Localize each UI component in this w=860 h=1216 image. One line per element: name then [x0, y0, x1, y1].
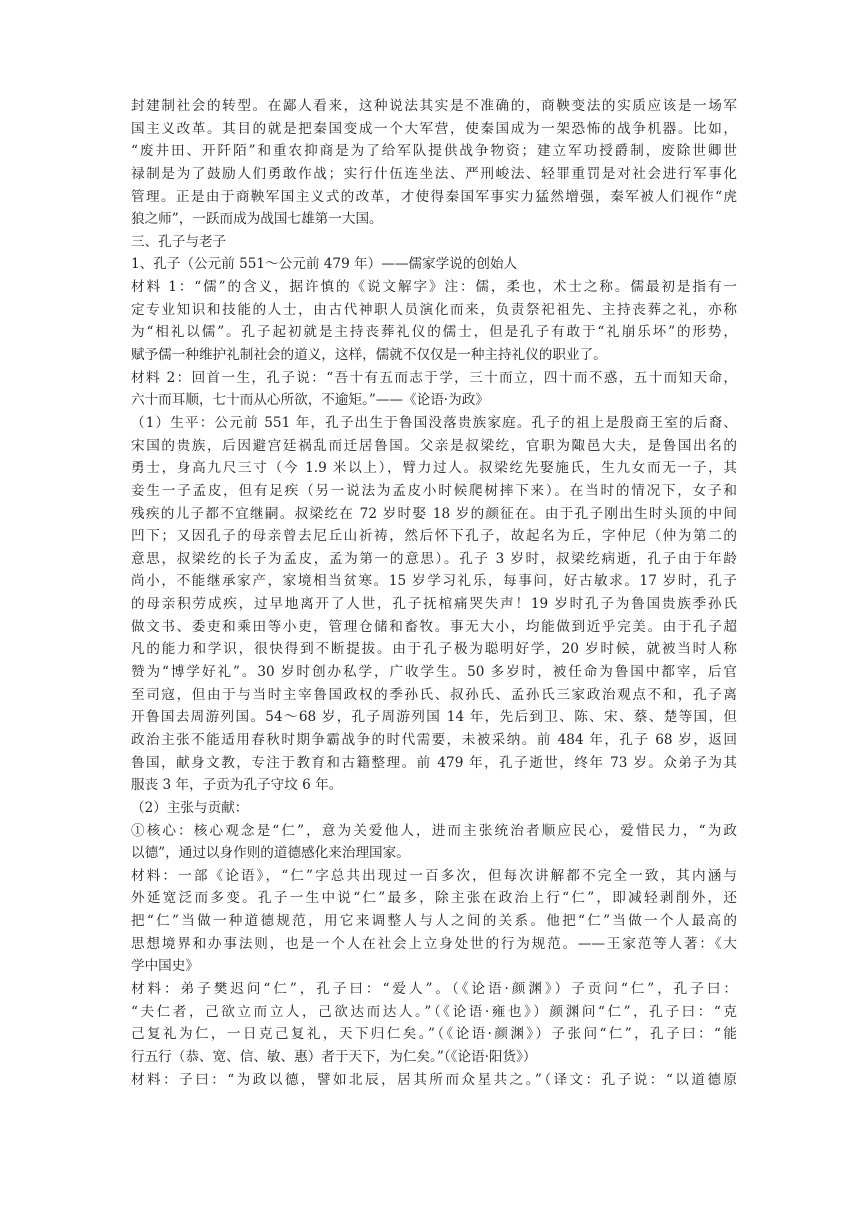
- text-line: 开鲁国去周游列国。54～68 岁，孔子周游列国 14 年，先后到卫、陈、宋、蔡、楚等国，但: [131, 709, 737, 726]
- text-line: 己复礼为仁，一日克己复礼，天下归仁矣。”（《论语·颜渊》）子张问“仁”，孔子曰：“能: [131, 1026, 737, 1043]
- text-line: 封建制社会的转型。在鄙人看来，这种说法其实是不准确的，商鞅变法的实质应该是一场军: [131, 98, 737, 114]
- text-line: 1、孔子（公元前 551～公元前 479 年）——儒家学说的创始人: [131, 256, 518, 273]
- text-line: 勇士，身高九尺三寸（今 1.9 米以上），臂力过人。叔梁纥先娶施氏，生九女而无一子，其: [131, 460, 737, 477]
- text-line: 六十而耳顺，七十而从心所欲，不逾矩。”——《论语·为政》: [131, 392, 489, 409]
- text-line: 狼之师”，一跃而成为战国七雄第一大国。: [131, 211, 383, 228]
- text-line: 凡的能力和学识，很快得到不断提拔。由于孔子极为聪明好学，20 岁时候，就被当时人称: [131, 641, 737, 658]
- text-line: 管理。正是由于商鞅军国主义式的改革，才使得秦国军事实力猛然增强，秦军被人们视作“虎: [131, 188, 737, 205]
- text-line: 的母亲积劳成疾，过早地离开了人世，孔子抚棺痛哭失声！19 岁时孔子为鲁国贵族季孙氏: [131, 596, 737, 613]
- text-line: 行五行（恭、宽、信、敏、惠）者于天下，为仁矣。”（《论语·阳货》）: [131, 1048, 537, 1065]
- text-line: 材料 1：“儒”的含义，据许慎的《说文解字》注：儒，柔也，术士之称。儒最初是指有一: [131, 279, 737, 296]
- text-line: 材料 2：回首一生，孔子说：“吾十有五而志于学，三十而立，四十而不惑，五十而知天命，: [131, 369, 737, 386]
- text-line: 材料：子曰：“为政以德，譬如北辰，居其所而众星共之。”（译文：孔子说：“以道德原: [131, 1071, 737, 1088]
- text-line: 材料：一部《论语》，“仁”字总共出现过一百多次，但每次讲解都不完全一致，其内涵与: [131, 867, 737, 884]
- text-line: 宋国的贵族，后因避宫廷祸乱而迁居鲁国。父亲是叔梁纥，官职为陬邑大夫，是鲁国出名的: [131, 437, 737, 454]
- document-page: [131, 95, 737, 1091]
- text-line: 鲁国，献身文教，专注于教育和古籍整理。前 479 年，孔子逝世，终年 73 岁。众弟子为其: [131, 754, 737, 771]
- text-line: 国主义改革。其目的就是把秦国变成一个大军营，使秦国成为一架恐怖的战争机器。比如，: [131, 120, 737, 137]
- text-line: 残疾的儿子都不宜继嗣。叔梁纥在 72 岁时娶 18 岁的颜征在。由于孔子刚出生时头顶的中间: [131, 505, 737, 522]
- text-line: 意思，叔梁纥的长子为孟皮，孟为第一的意思）。孔子 3 岁时，叔梁纥病逝，孔子由于年龄: [131, 550, 737, 567]
- text-line: 思想境界和办事法则，也是一个人在社会上立身处世的行为规范。——王家范等人著：《大: [131, 935, 737, 952]
- text-line: 以德”，通过以身作则的道德感化来治理国家。: [131, 845, 410, 862]
- text-line: 学中国史》: [131, 958, 199, 975]
- text-line: 材料：弟子樊迟问“仁”，孔子曰：“爱人”。（《论语·颜渊》）子贡问“仁”，孔子曰：: [131, 980, 737, 997]
- text-line: “废井田、开阡陌”和重农抑商是为了给军队提供战争物资；建立军功授爵制，废除世卿世: [131, 143, 737, 160]
- text-line: 妾生一子孟皮，但有足疾（另一说法为孟皮小时候爬树摔下来）。在当时的情况下，女子和: [131, 482, 737, 499]
- text-line: （1）生平：公元前 551 年，孔子出生于鲁国没落贵族家庭。孔子的祖上是殷商王室的后裔、: [131, 414, 737, 431]
- text-line: 凹下；又因孔子的母亲曾去尼丘山祈祷，然后怀下孔子，故起名为丘，字仲尼（仲为第二的: [131, 528, 737, 545]
- text-line: 三、孔子与老子: [131, 233, 227, 250]
- text-line: 禄制是为了鼓励人们勇敢作战；实行什伍连坐法、严刑峻法、轻罪重罚是对社会进行军事化: [131, 165, 737, 182]
- text-line: 政治主张不能适用春秋时期争霸战争的时代需要，未被采纳。前 484 年，孔子 68 岁，返回: [131, 731, 737, 748]
- text-line: 至司寇，但由于与当时主宰鲁国政权的季孙氏、叔孙氏、孟孙氏三家政治观点不和，孔子离: [131, 686, 737, 703]
- text-line: 定专业知识和技能的人士，由古代神职人员演化而来，负责祭祀祖先、主持丧葬之礼，亦称: [131, 301, 737, 318]
- text-line: 把“仁”当做一种道德规范，用它来调整人与人之间的关系。他把“仁”当做一个人最高的: [131, 913, 737, 930]
- text-line: 做文书、委吏和乘田等小吏，管理仓储和畜牧。事无大小，均能做到近乎完美。由于孔子超: [131, 618, 737, 635]
- text-line: 赞为“博学好礼”。30 岁时创办私学，广收学生。50 多岁时，被任命为鲁国中都宰，后官: [131, 664, 737, 681]
- text-line: （2）主张与贡献：: [131, 799, 249, 816]
- text-line: 尚小，不能继承家产，家境相当贫寒。15 岁学习礼乐，每事问，好古敏求。17 岁时，孔子: [131, 573, 737, 590]
- text-line: 服丧 3 年，子贡为孔子守坟 6 年。: [131, 777, 343, 794]
- text-line: 为“相礼以儒”。孔子起初就是主持丧葬礼仪的儒士，但是孔子有敢于“礼崩乐坏”的形势，: [131, 324, 737, 341]
- text-line: 赋予儒一种维护礼制社会的道义，这样，儒就不仅仅是一种主持礼仪的职业了。: [131, 347, 607, 364]
- text-line: 外延宽泛而多变。孔子一生中说“仁”最多，除主张在政治上行“仁”，即减轻剥削外，还: [131, 890, 737, 907]
- text-line: ①核心：核心观念是“仁”，意为关爱他人，进而主张统治者顺应民心，爱惜民力，“为政: [131, 822, 737, 839]
- text-line: “夫仁者，己欲立而立人，己欲达而达人。”（《论语·雍也》）颜渊问“仁”，孔子曰：“克: [131, 1003, 737, 1020]
